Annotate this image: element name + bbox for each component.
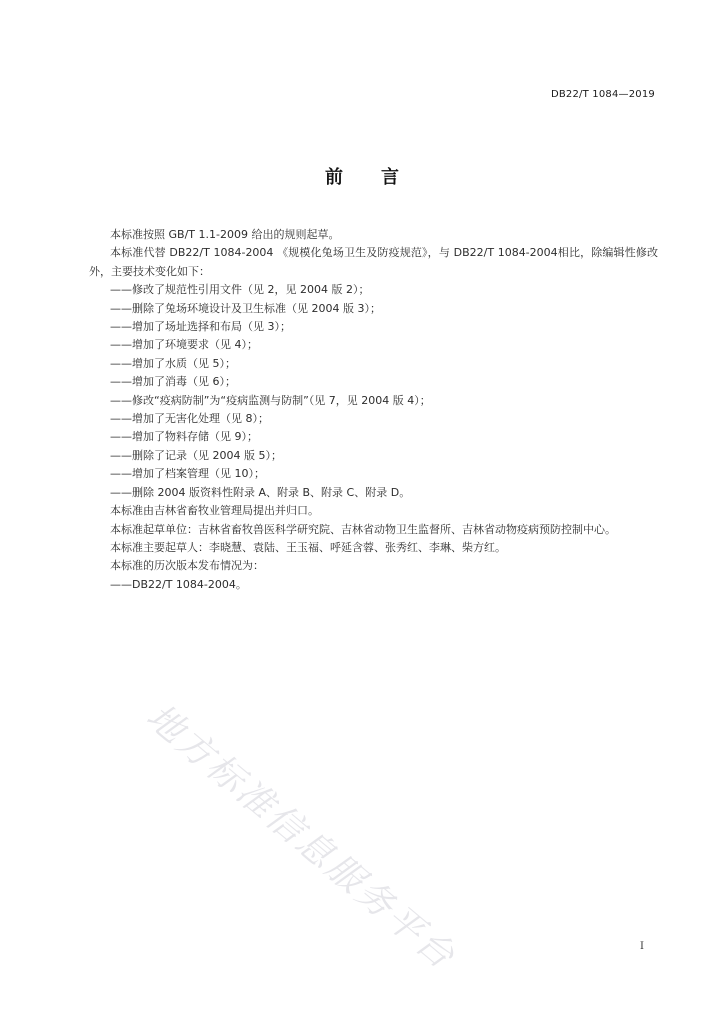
page-title: [0, 163, 724, 189]
foreword-body: [89, 226, 658, 594]
document-code: DB22/T 1084—2019: [550, 89, 655, 100]
change-item: ——增加了无害化处理（见 8）；: [110, 412, 269, 426]
change-item: ——增加了消毒（见 6）；: [110, 375, 236, 389]
history-item: ——DB22/T 1084-2004。: [110, 577, 247, 591]
change-item: ——增加了档案管理（见 10）；: [110, 467, 265, 481]
change-item: ——增加了水质（见 5）；: [110, 356, 236, 370]
title-char-1: 前: [325, 167, 343, 188]
page-number: I: [640, 941, 644, 952]
change-item: ——修改“疫病防制”为“疫病监测与防制”（见 7，见 2004 版 4）；: [110, 393, 431, 407]
paragraph-history: 本标准的历次版本发布情况为：: [110, 559, 264, 573]
watermark: 地方标准信息服务平台: [138, 696, 464, 979]
change-item: ——删除了兔场环境设计及卫生标准（见 2004 版 3）；: [110, 301, 381, 315]
change-item: ——删除了记录（见 2004 版 5）；: [110, 448, 282, 462]
paragraph-replaces: 本标准代替 DB22/T 1084-2004 《规模化兔场卫生及防疫规范》，与 DB22/T 1084-2004相比，除编辑性修改外，主要技术变化如下：: [89, 246, 658, 278]
change-item: ——删除 2004 版资料性附录 A、附录 B、附录 C、附录 D。: [110, 485, 411, 499]
change-item: ——增加了环境要求（见 4）；: [110, 338, 258, 352]
paragraph-drafting-units: 本标准起草单位：吉林省畜牧兽医科学研究院、吉林省动物卫生监督所、吉林省动物疫病预防控制中心。: [110, 522, 616, 536]
title-char-2: 言: [381, 167, 399, 188]
change-item: ——增加了物料存储（见 9）；: [110, 430, 258, 444]
change-item: ——修改了规范性引用文件（见 2，见 2004 版 2）；: [110, 283, 370, 297]
change-item: ——增加了场址选择和布局（见 3）；: [110, 320, 291, 334]
paragraph-drafters: 本标准主要起草人：李晓慧、袁陆、王玉福、呼延含蓉、张秀红、李琳、柴方红。: [110, 540, 506, 554]
paragraph-drafting-rules: 本标准按照 GB/T 1.1-2009 给出的规则起草。: [110, 228, 340, 241]
paragraph-proposed-by: 本标准由吉林省畜牧业管理局提出并归口。: [110, 504, 319, 518]
